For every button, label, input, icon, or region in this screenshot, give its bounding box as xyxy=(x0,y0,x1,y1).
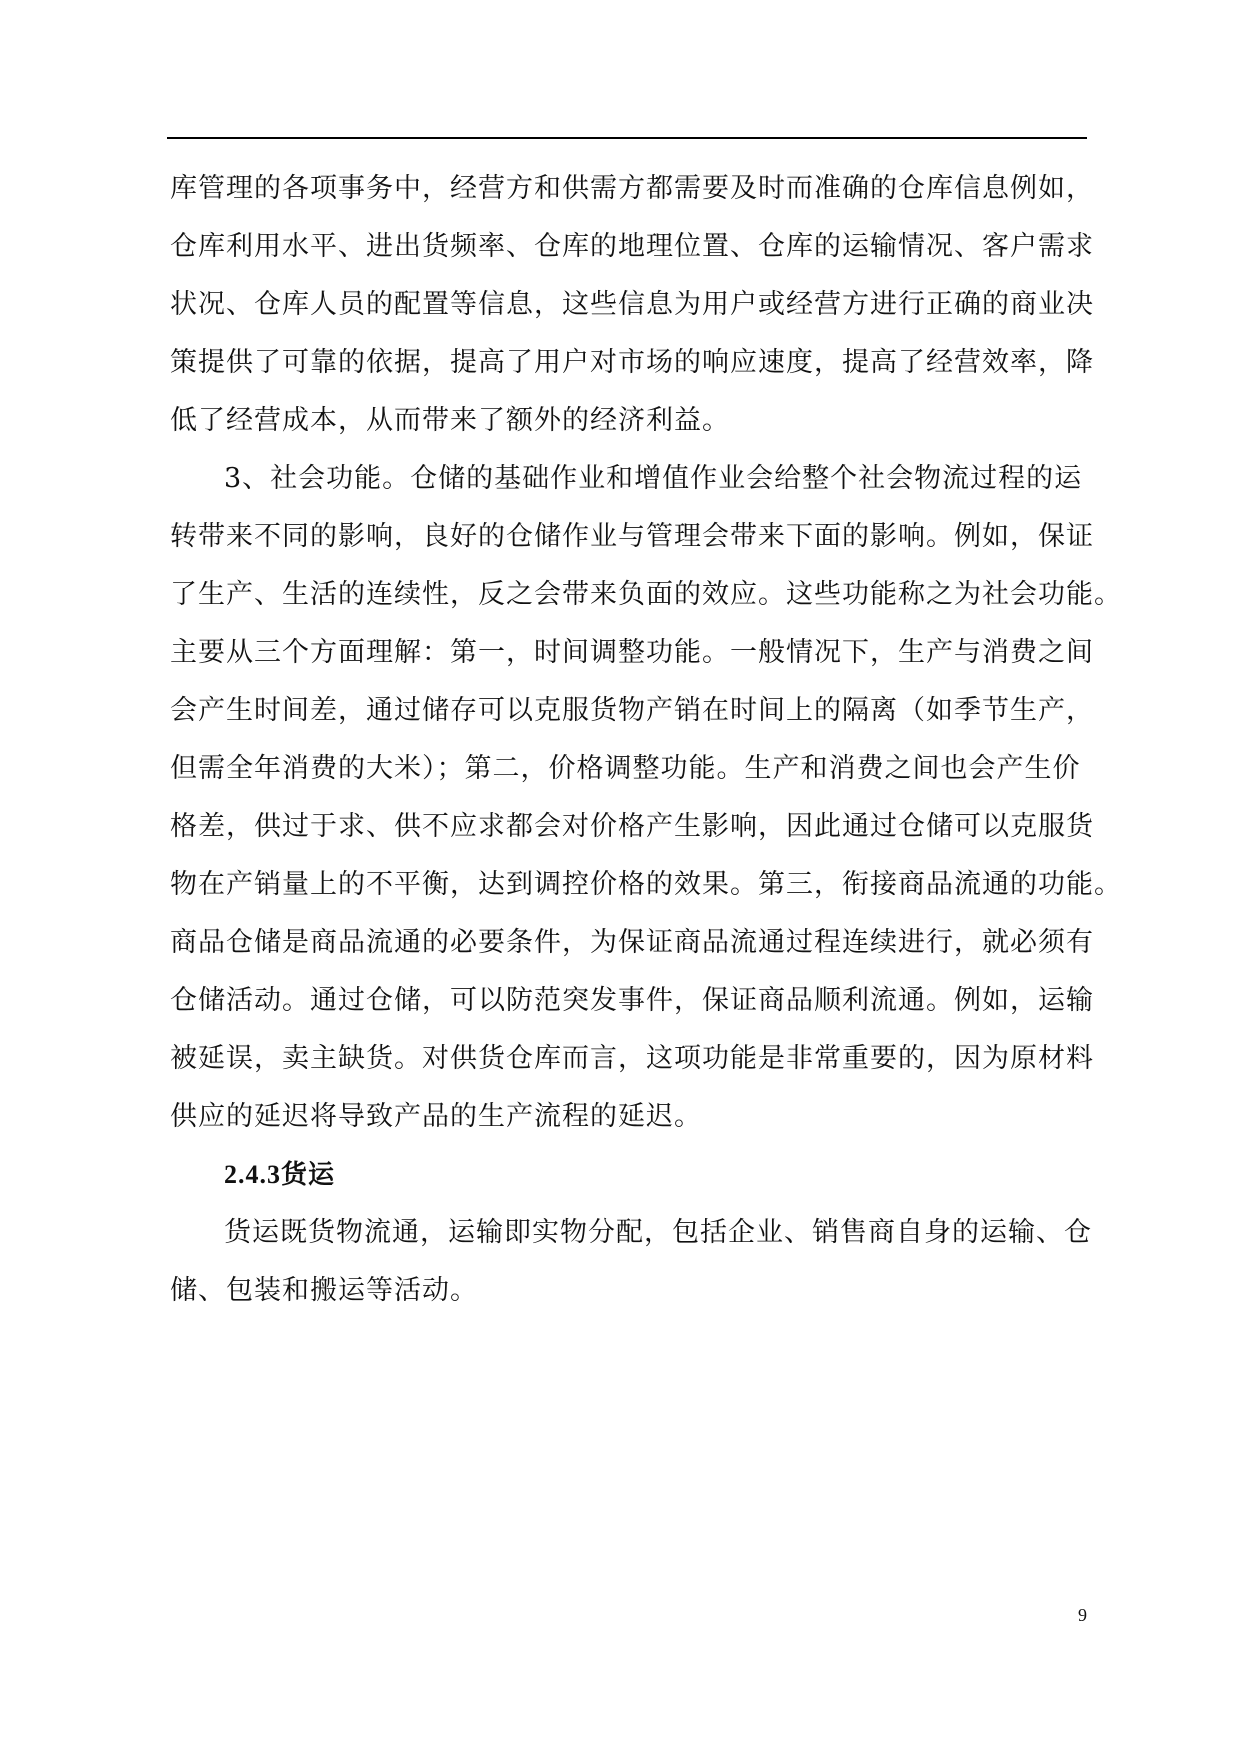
paragraph xyxy=(170,160,1094,450)
text-line: 被延误，卖主缺货。对供货仓库而言，这项功能是非常重要的，因为原材料 xyxy=(170,1043,1094,1074)
section-heading: 2.4.3货运 xyxy=(224,1160,336,1189)
text-line: 格差，供过于求、供不应求都会对价格产生影响，因此通过仓储可以克服货 xyxy=(170,811,1094,842)
text-line: 低了经营成本，从而带来了额外的经济利益。 xyxy=(170,405,730,436)
text-line: 物在产销量上的不平衡，达到调控价格的效果。第三，衔接商品流通的功能。 xyxy=(170,869,1122,900)
paragraph xyxy=(170,450,1122,1146)
text-line: 会产生时间差，通过储存可以克服货物产销在时间上的隔离（如季节生产， xyxy=(170,695,1094,726)
text-line: 供应的延迟将导致产品的生产流程的延迟。 xyxy=(170,1101,702,1132)
text-line: 库管理的各项事务中，经营方和供需方都需要及时而准确的仓库信息例如， xyxy=(170,173,1094,204)
text-line: 了生产、生活的连续性，反之会带来负面的效应。这些功能称之为社会功能。 xyxy=(170,579,1122,610)
text-line: 仓库利用水平、进出货频率、仓库的地理位置、仓库的运输情况、客户需求 xyxy=(170,231,1094,262)
paragraph xyxy=(170,1204,1090,1320)
text-line: 但需全年消费的大米）；第二，价格调整功能。生产和消费之间也会产生价 xyxy=(170,753,1081,784)
text-line: 主要从三个方面理解：第一，时间调整功能。一般情况下，生产与消费之间 xyxy=(170,637,1094,668)
text-line: 储、包装和搬运等活动。 xyxy=(170,1275,478,1306)
header-rule xyxy=(167,137,1087,139)
text-line: 状况、仓库人员的配置等信息，这些信息为用户或经营方进行正确的商业决 xyxy=(170,289,1094,320)
text-line: 货运既货物流通，运输即实物分配，包括企业、销售商自身的运输、仓 xyxy=(224,1217,1092,1248)
text-line: 策提供了可靠的依据，提高了用户对市场的响应速度，提高了经营效率，降 xyxy=(170,347,1094,378)
page-number: 9 xyxy=(1078,1605,1087,1625)
document-body xyxy=(170,160,1122,1320)
text-line: 3、社会功能。仓储的基础作业和增值作业会给整个社会物流过程的运 xyxy=(224,463,1083,494)
text-line: 转带来不同的影响，良好的仓储作业与管理会带来下面的影响。例如，保证 xyxy=(170,521,1094,552)
text-line: 仓储活动。通过仓储，可以防范突发事件，保证商品顺利流通。例如，运输 xyxy=(170,985,1094,1016)
text-line: 商品仓储是商品流通的必要条件，为保证商品流通过程连续进行，就必须有 xyxy=(170,927,1094,958)
